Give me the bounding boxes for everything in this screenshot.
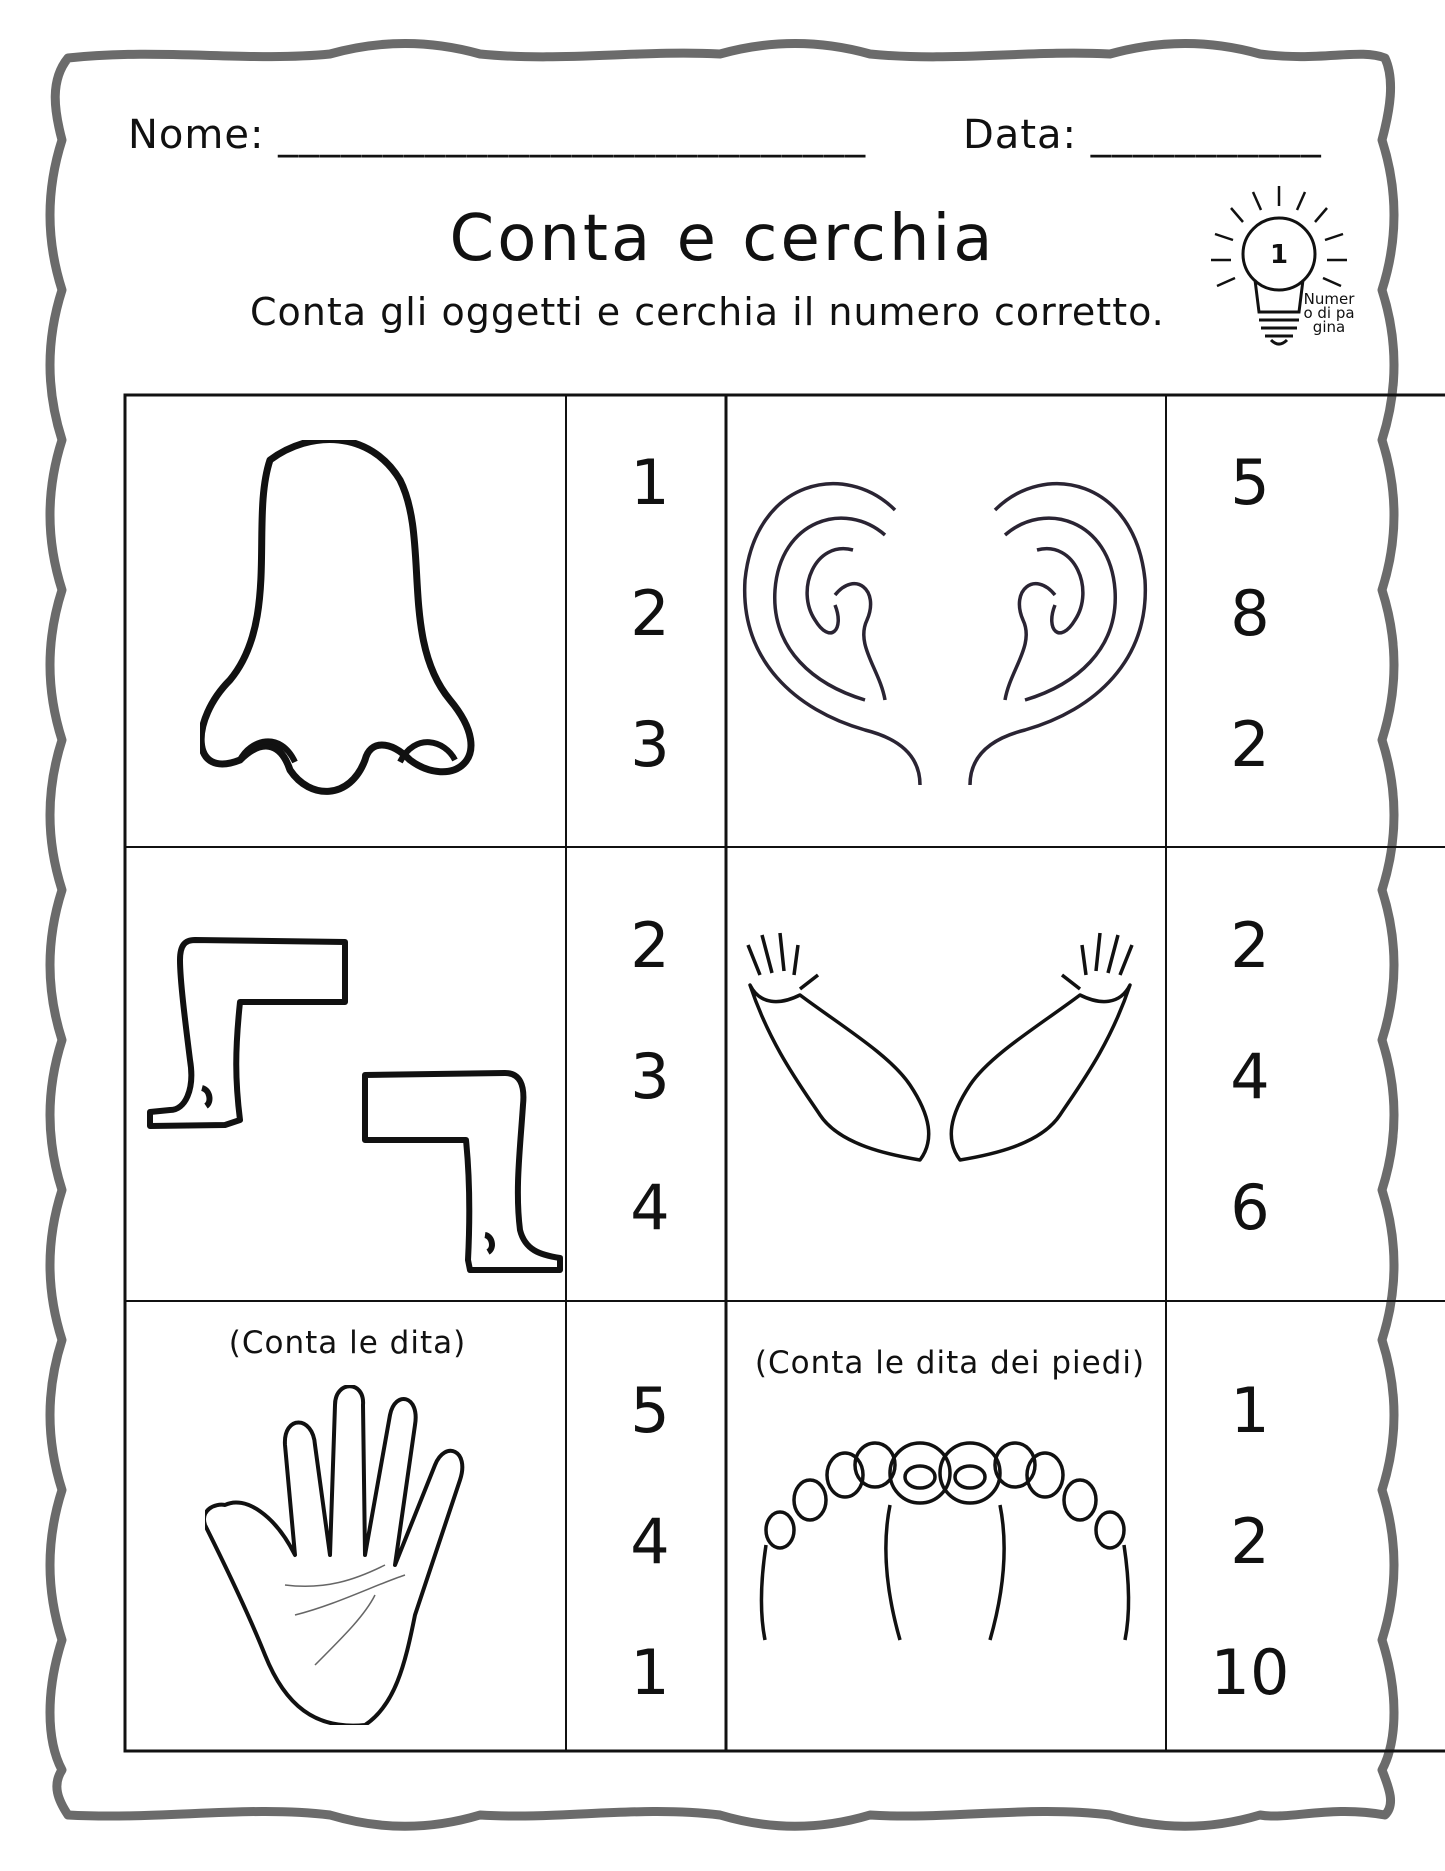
arms-icon bbox=[740, 925, 1140, 1175]
name-field-label: Nome: ____________________________ bbox=[128, 112, 867, 158]
cell-caption-toes: (Conta le dita dei piedi) bbox=[754, 1345, 1146, 1381]
option-number[interactable]: 2 bbox=[1230, 708, 1270, 781]
option-number[interactable]: 1 bbox=[630, 446, 670, 519]
option-number[interactable]: 4 bbox=[630, 1505, 670, 1578]
page-number-label: Numero di pagina bbox=[1303, 290, 1355, 336]
ears-icon bbox=[735, 460, 1155, 800]
option-number[interactable]: 1 bbox=[1230, 1374, 1270, 1447]
option-number[interactable]: 2 bbox=[1230, 909, 1270, 982]
option-number[interactable]: 2 bbox=[1230, 1505, 1270, 1578]
page-number: 1 bbox=[1269, 240, 1289, 270]
date-field-label: Data: ___________ bbox=[963, 112, 1322, 158]
option-number[interactable]: 8 bbox=[1230, 577, 1270, 650]
page-title: Conta e cerchia bbox=[449, 202, 996, 276]
option-number[interactable]: 3 bbox=[630, 1040, 670, 1113]
option-number[interactable]: 5 bbox=[630, 1374, 670, 1447]
hand-icon bbox=[205, 1385, 515, 1725]
option-number[interactable]: 5 bbox=[1230, 446, 1270, 519]
option-number[interactable]: 4 bbox=[1230, 1040, 1270, 1113]
nose-icon bbox=[200, 440, 500, 800]
page-subtitle: Conta gli oggetti e cerchia il numero corretto. bbox=[250, 290, 1165, 334]
option-number[interactable]: 2 bbox=[630, 577, 670, 650]
cell-caption-fingers: (Conta le dita) bbox=[228, 1325, 467, 1361]
option-number[interactable]: 10 bbox=[1210, 1636, 1290, 1709]
option-number[interactable]: 2 bbox=[630, 909, 670, 982]
option-number[interactable]: 3 bbox=[630, 708, 670, 781]
option-number[interactable]: 6 bbox=[1230, 1171, 1270, 1244]
toes-icon bbox=[740, 1435, 1150, 1645]
lightbulb-icon bbox=[1195, 182, 1365, 372]
legs-icon bbox=[140, 930, 570, 1290]
option-number[interactable]: 4 bbox=[630, 1171, 670, 1244]
option-number[interactable]: 1 bbox=[630, 1636, 670, 1709]
